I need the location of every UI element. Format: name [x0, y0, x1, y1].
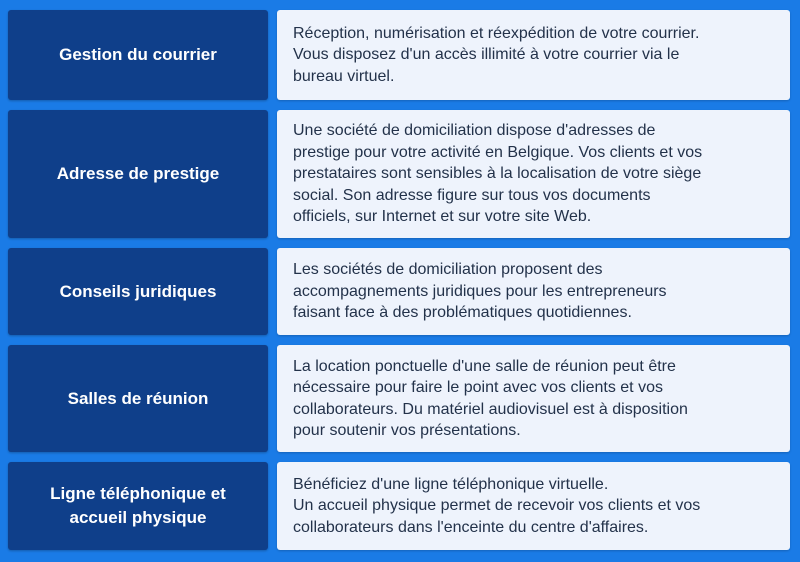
service-description-cell [277, 248, 790, 335]
service-title: Adresse de prestige [56, 164, 220, 183]
service-description: Bénéficiez d'une ligne téléphonique virtuelle. Un accueil physique permet de recevoir vos clients et vos collaborateurs dans l'enceinte du centre d'affaires. [293, 475, 701, 536]
service-title: Salles de réunion [67, 388, 209, 408]
service-title-cell [8, 462, 268, 550]
service-description: Une société de domiciliation dispose d'adresses de prestige pour votre activité en Belgique. Vos clients et vos prestataires sont sensibles à la localisation de votre siège social. Son adresse figure sur tous vos documents officiels, sur Internet et sur votre site Web. [293, 122, 703, 226]
service-description: Les sociétés de domiciliation proposent des accompagnements juridiques pour les entrepreneurs faisant face à des problématiques quotidiennes. [293, 261, 667, 322]
service-title: Ligne téléphonique et accueil physique [50, 484, 226, 527]
service-description-cell [277, 10, 790, 100]
service-row-meeting-rooms [8, 345, 790, 452]
service-row-prestige-address [8, 110, 790, 238]
service-row-legal-advice [8, 248, 790, 335]
service-title-cell [8, 110, 268, 238]
service-description-cell [277, 462, 790, 550]
service-row-mail [8, 10, 790, 100]
service-description-cell [277, 345, 790, 452]
service-title: Conseils juridiques [59, 281, 217, 301]
service-description: La location ponctuelle d'une salle de réunion peut être nécessaire pour faire le point avec vos clients et vos collaborateurs. Du matériel audiovisuel est à disposition pour soutenir vos présentations. [293, 357, 688, 439]
service-title-cell [8, 345, 268, 452]
service-title: Gestion du courrier [59, 45, 217, 64]
service-title-cell [8, 10, 268, 100]
service-row-phone-reception [8, 462, 790, 550]
service-description: Réception, numérisation et réexpédition de votre courrier. Vous disposez d'un accès illimité à votre courrier via le bureau virtuel. [293, 24, 700, 85]
service-title-cell [8, 248, 268, 335]
service-description-cell [277, 110, 790, 238]
